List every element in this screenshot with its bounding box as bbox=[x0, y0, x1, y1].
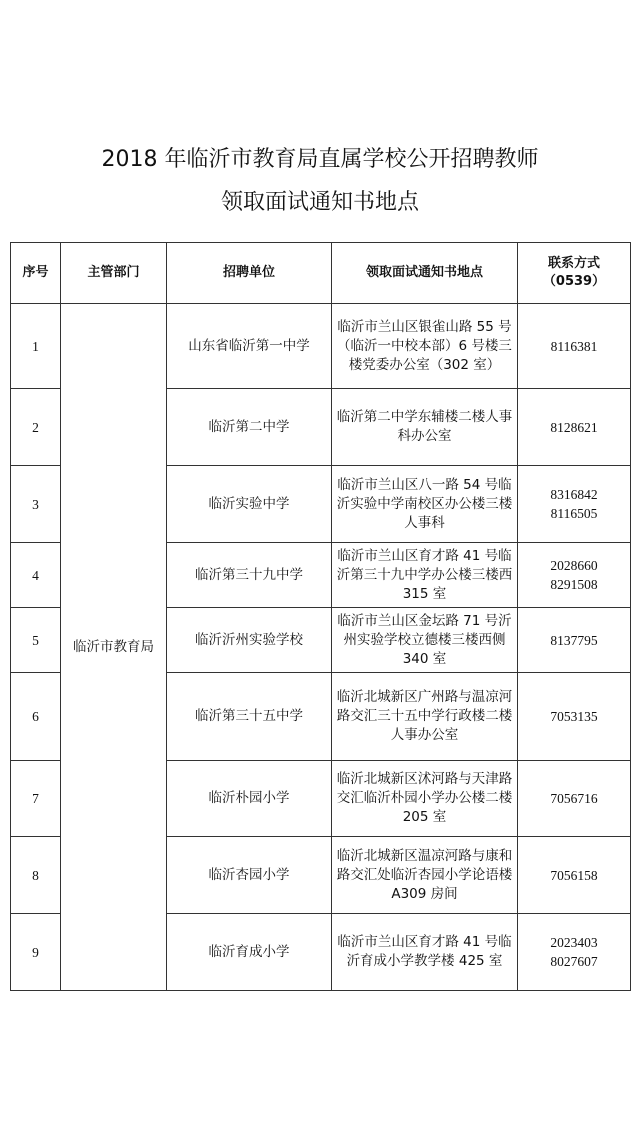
row-no: 6 bbox=[11, 673, 61, 761]
document-title-line1: 2018 年临沂市教育局直属学校公开招聘教师 bbox=[101, 147, 539, 172]
row-phone: 8291508 bbox=[550, 577, 598, 592]
row-unit: 临沂朴园小学 bbox=[167, 761, 332, 837]
row-no: 7 bbox=[11, 761, 61, 837]
row-unit: 临沂第三十九中学 bbox=[167, 543, 332, 608]
row-contact bbox=[518, 673, 631, 761]
row-phone: 7056158 bbox=[550, 867, 598, 883]
row-location: 临沂第二中学东辅楼二楼人事科办公室 bbox=[332, 389, 518, 466]
row-contact bbox=[518, 608, 631, 673]
row-location: 临沂市兰山区银雀山路 55 号（临沂一中校本部）6 号楼三楼党委办公室（302 室） bbox=[332, 304, 518, 389]
header-dept: 主管部门 bbox=[61, 243, 167, 304]
row-no: 1 bbox=[11, 304, 61, 389]
row-unit: 山东省临沂第一中学 bbox=[167, 304, 332, 389]
row-unit: 临沂育成小学 bbox=[167, 914, 332, 991]
row-contact bbox=[518, 389, 631, 466]
row-location: 临沂市兰山区金坛路 71 号沂州实验学校立德楼三楼西侧 340 室 bbox=[332, 608, 518, 673]
row-location: 临沂市兰山区育才路 41 号临沂育成小学教学楼 425 室 bbox=[332, 914, 518, 991]
row-unit: 临沂第二中学 bbox=[167, 389, 332, 466]
header-unit: 招聘单位 bbox=[167, 243, 332, 304]
row-unit: 临沂实验中学 bbox=[167, 466, 332, 543]
document-title-line2: 领取面试通知书地点 bbox=[220, 190, 419, 215]
row-phone: 2028660 bbox=[550, 558, 598, 573]
row-contact bbox=[518, 837, 631, 914]
row-phone: 8116381 bbox=[550, 338, 598, 354]
table-row bbox=[11, 304, 631, 389]
row-unit: 临沂沂州实验学校 bbox=[167, 608, 332, 673]
row-phone: 8137795 bbox=[550, 632, 598, 648]
row-no: 4 bbox=[11, 543, 61, 608]
row-unit: 临沂杏园小学 bbox=[167, 837, 332, 914]
department-cell: 临沂市教育局 bbox=[61, 304, 167, 991]
row-phone: 2023403 bbox=[550, 935, 598, 950]
row-phone: 8316842 bbox=[550, 487, 598, 502]
row-phone: 8116505 bbox=[550, 506, 598, 521]
row-contact bbox=[518, 914, 631, 991]
row-location: 临沂北城新区广州路与温凉河路交汇三十五中学行政楼二楼人事办公室 bbox=[332, 673, 518, 761]
row-no: 5 bbox=[11, 608, 61, 673]
header-no: 序号 bbox=[11, 243, 61, 304]
header-contact-label: 联系方式 bbox=[547, 256, 600, 271]
row-location: 临沂北城新区沭河路与天津路交汇临沂朴园小学办公楼二楼 205 室 bbox=[332, 761, 518, 837]
header-location: 领取面试通知书地点 bbox=[332, 243, 518, 304]
row-unit: 临沂第三十五中学 bbox=[167, 673, 332, 761]
header-contact-areacode: （0539） bbox=[542, 274, 606, 289]
header-contact bbox=[518, 243, 631, 304]
row-no: 3 bbox=[11, 466, 61, 543]
row-no: 9 bbox=[11, 914, 61, 991]
row-location: 临沂市兰山区育才路 41 号临沂第三十九中学办公楼三楼西 315 室 bbox=[332, 543, 518, 608]
row-phone: 7053135 bbox=[550, 709, 598, 724]
interview-notice-table bbox=[10, 242, 631, 991]
row-phone: 7056716 bbox=[550, 791, 598, 806]
row-contact bbox=[518, 304, 631, 389]
row-phone: 8128621 bbox=[550, 419, 598, 435]
row-contact bbox=[518, 466, 631, 543]
row-phone: 8027607 bbox=[550, 954, 598, 969]
row-location: 临沂北城新区温凉河路与康和路交汇处临沂杏园小学论语楼 A309 房间 bbox=[332, 837, 518, 914]
row-no: 2 bbox=[11, 389, 61, 466]
row-contact bbox=[518, 761, 631, 837]
row-contact bbox=[518, 543, 631, 608]
table-header-row bbox=[11, 243, 631, 304]
row-location: 临沂市兰山区八一路 54 号临沂实验中学南校区办公楼三楼人事科 bbox=[332, 466, 518, 543]
row-no: 8 bbox=[11, 837, 61, 914]
